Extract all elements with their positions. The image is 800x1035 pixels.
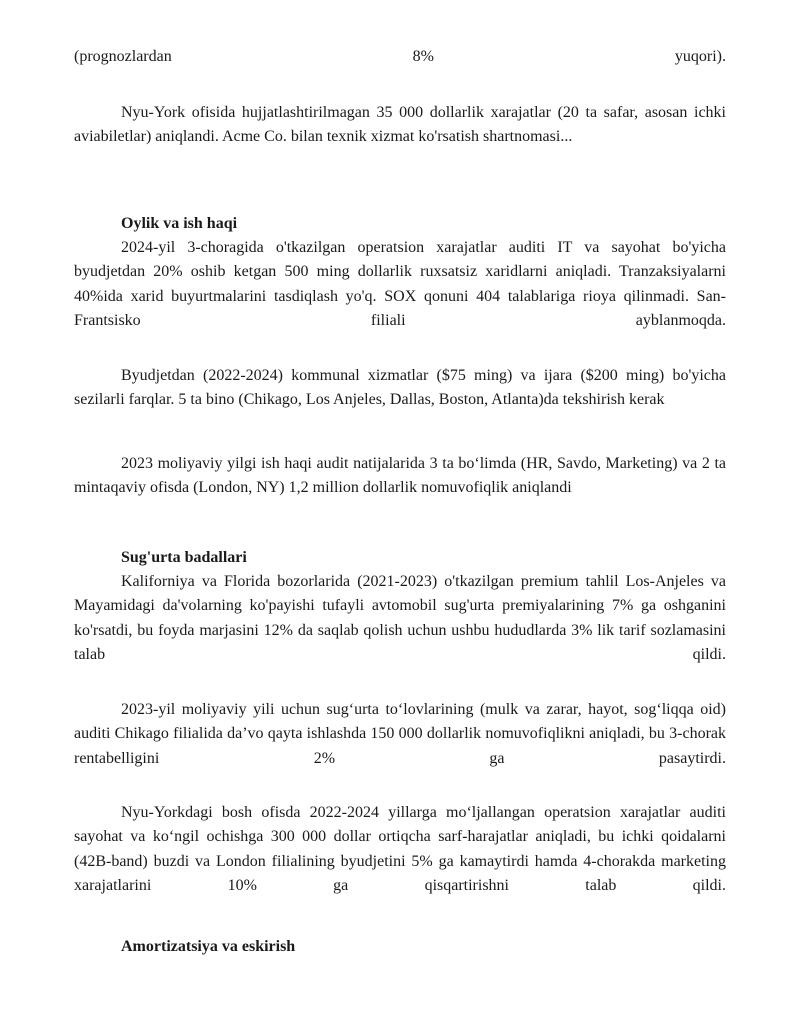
section-heading-payroll: Oylik va ish haqi bbox=[121, 215, 238, 232]
paragraph-payroll-audit bbox=[74, 452, 726, 501]
paragraph-text: 2024-yil 3-choragida o'tkazilgan operatsion xarajatlar auditi IT va sayohat bo'yicha byudjetdan 20% oshib ketgan 500 ming dollarlik ruxsatsiz xaridlarni aniqladi. Tranzaksiyalarni 40%ida xarid buyurtmalarini tasdiqlash yo'q. SOX qonuni 404 talablariga rioya qilinmadi. San-Frantsisko filiali ayblanmoqda. bbox=[74, 239, 726, 330]
paragraph-premium-analysis bbox=[74, 570, 726, 668]
paragraph-q3-audit bbox=[74, 236, 726, 334]
paragraph-text: Nyu-York ofisida hujjatlashtirilmagan 35 000 dollarlik xarajatlar (20 ta safar, asosan ichki aviabiletlar) aniqlandi. Acme Co. bilan texnik xizmat ko'rsatish shartnomasi... bbox=[74, 104, 726, 146]
paragraph-text: Byudjetdan (2022-2024) kommunal xizmatlar ($75 ming) va ijara ($200 ming) bo'yicha sezilarli farqlar. 5 ta bino (Chikago, Los Anjeles, Dallas, Boston, Atlanta)da tekshirish kerak bbox=[74, 367, 726, 409]
section-heading-amortization: Amortizatsiya va eskirish bbox=[121, 938, 296, 955]
paragraph-ny-headquarters-audit bbox=[74, 801, 726, 899]
paragraph-text: Nyu-Yorkdagi bosh ofisda 2022-2024 yillarga mo‘ljallangan operatsion xarajatlar auditi sayohat va ko‘ngil ochishga 300 000 dollar ortiqcha sarf-harajatlar aniqladi, bu ichki qoidalarni (42B-band) buzdi va London filialining byudjetini 5% ga kamaytirdi hamda 4-chorakda marketing xarajatlarini 10% ga qisqartirishni talab qildi. bbox=[74, 804, 726, 895]
paragraph-text: 2023-yil moliyaviy yili uchun sug‘urta to‘lovlarining (mulk va zarar, hayot, sog‘liqqa oid) auditi Chikago filialida da’vo qayta ishlashda 150 000 dollarlik nomuvofiqlikni aniqladi, bu 3-chorak rentabelligini 2% ga pasaytirdi. bbox=[74, 701, 726, 767]
paragraph-text: 2023 moliyaviy yilgi ish haqi audit natijalarida 3 ta bo‘limda (HR, Savdo, Marketing) va 2 ta mintaqaviy ofisda (London, NY) 1,2 million dollarlik nomuvofiqlik aniqlandi bbox=[74, 455, 726, 497]
paragraph-insurance-audit bbox=[74, 698, 726, 771]
paragraph-new-york-expenses bbox=[74, 101, 726, 150]
paragraph-budget-utilities bbox=[74, 364, 726, 413]
paragraph-text: Kaliforniya va Florida bozorlarida (2021-2023) o'tkazilgan premium tahlil Los-Anjeles va Mayamidagi da'volarning ko'payishi tufayli avtomobil sug'urta premiyalarining 7% ga oshganini ko'rsatdi, bu foyda marjasini 12% da saqlab qolish uchun ushbu hududlarda 3% lik tarif sozlamasini talab qildi. bbox=[74, 573, 726, 664]
section-heading-insurance: Sug'urta badallari bbox=[121, 549, 247, 566]
paragraph-continuation: (prognozlardan 8% yuqori). bbox=[74, 48, 726, 65]
